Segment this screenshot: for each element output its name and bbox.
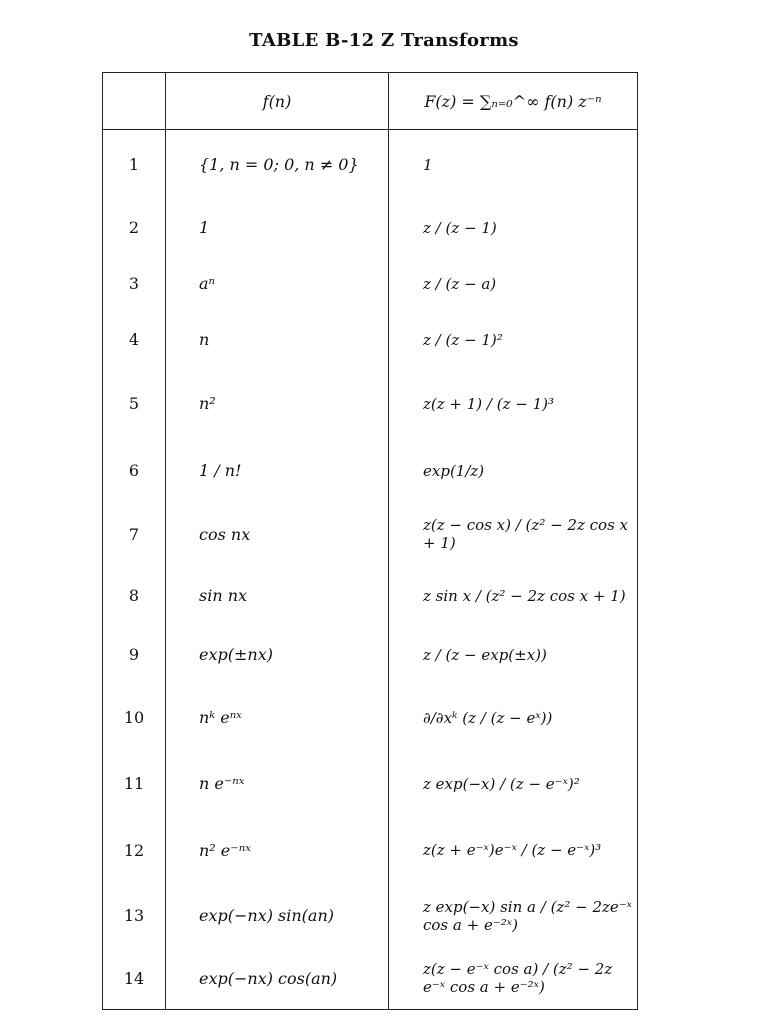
number-header (103, 73, 166, 130)
table-row (103, 948, 638, 1010)
table-row (103, 685, 638, 751)
table-row (103, 256, 638, 312)
Fz-cell: exp(1/z) (389, 440, 638, 502)
row-number: 9 (103, 625, 166, 685)
row-number: 4 (103, 312, 166, 368)
row-number: 10 (103, 685, 166, 751)
fn-cell: exp(−nx) sin(an) (166, 884, 389, 948)
Fz-cell: z / (z − a) (389, 256, 638, 312)
page-title: TABLE B-12 Z Transforms (249, 30, 519, 51)
Fz-cell: z sin x / (z² − 2z cos x + 1) (389, 567, 638, 625)
table-row (103, 368, 638, 440)
z-transform-table (102, 72, 638, 1010)
fn-cell: exp(±nx) (166, 625, 389, 685)
fn-cell: 1 (166, 200, 389, 256)
table-row (103, 751, 638, 817)
row-number: 11 (103, 751, 166, 817)
row-number: 5 (103, 368, 166, 440)
table-row (103, 625, 638, 685)
fn-cell: exp(−nx) cos(an) (166, 948, 389, 1010)
fn-cell: n² (166, 368, 389, 440)
Fz-cell: z(z + e⁻ˣ)e⁻ˣ / (z − e⁻ˣ)³ (389, 817, 638, 884)
row-number: 6 (103, 440, 166, 502)
table-row (103, 502, 638, 567)
fn-cell: cos nx (166, 502, 389, 567)
row-number: 3 (103, 256, 166, 312)
header-row (103, 73, 638, 130)
table-row (103, 884, 638, 948)
row-number: 2 (103, 200, 166, 256)
Fz-cell: z / (z − exp(±x)) (389, 625, 638, 685)
fn-cell: n (166, 312, 389, 368)
Fz-cell: 1 (389, 130, 638, 200)
Fz-cell: z(z − e⁻ˣ cos a) / (z² − 2z e⁻ˣ cos a + e⁻²ˣ) (389, 948, 638, 1010)
Fz-cell: z(z + 1) / (z − 1)³ (389, 368, 638, 440)
Fz-cell: z / (z − 1)² (389, 312, 638, 368)
Fz-cell: ∂/∂xᵏ (z / (z − eˣ)) (389, 685, 638, 751)
fn-cell: n² e⁻ⁿˣ (166, 817, 389, 884)
row-number: 12 (103, 817, 166, 884)
fn-cell: n e⁻ⁿˣ (166, 751, 389, 817)
fn-cell: 1 / n! (166, 440, 389, 502)
table-row (103, 567, 638, 625)
table-row (103, 440, 638, 502)
table-row (103, 817, 638, 884)
Fz-cell: z exp(−x) sin a / (z² − 2ze⁻ˣ cos a + e⁻²ˣ) (389, 884, 638, 948)
row-number: 1 (103, 130, 166, 200)
Fz-cell: z(z − cos x) / (z² − 2z cos x + 1) (389, 502, 638, 567)
fn-cell: {1, n = 0; 0, n ≠ 0} (166, 130, 389, 200)
table-row (103, 130, 638, 200)
fn-header: f(n) (166, 73, 389, 130)
row-number: 8 (103, 567, 166, 625)
row-number: 14 (103, 948, 166, 1010)
Fz-cell: z exp(−x) / (z − e⁻ˣ)² (389, 751, 638, 817)
row-number: 7 (103, 502, 166, 567)
Fz-header: F(z) = ∑ₙ₌₀^∞ f(n) z⁻ⁿ (389, 73, 638, 130)
row-number: 13 (103, 884, 166, 948)
table-row (103, 312, 638, 368)
fn-cell: sin nx (166, 567, 389, 625)
Fz-cell: z / (z − 1) (389, 200, 638, 256)
table-row (103, 200, 638, 256)
fn-cell: aⁿ (166, 256, 389, 312)
fn-cell: nᵏ eⁿˣ (166, 685, 389, 751)
